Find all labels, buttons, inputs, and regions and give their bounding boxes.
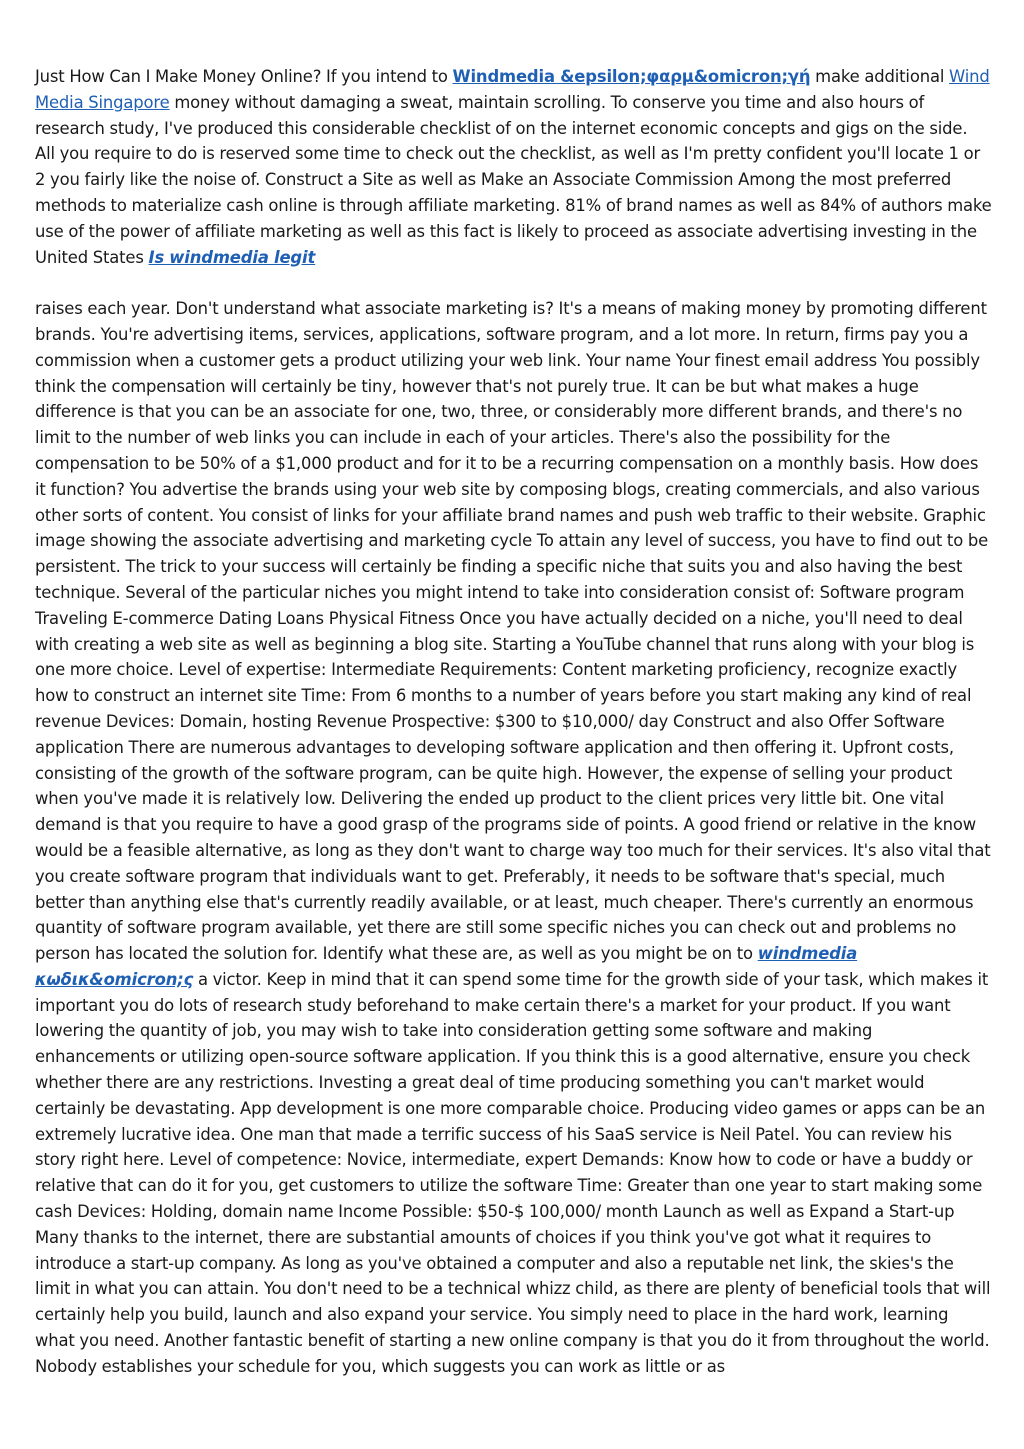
windmedia-kodikos-link[interactable]: windmedia κωδικ&omicron;ς [35, 944, 858, 989]
document-page [35, 64, 992, 1380]
windmedia-efarmogi-link[interactable]: Windmedia &epsilon;φαρμ&omicron;γή [452, 67, 811, 86]
intro-text-1: Just How Can I Make Money Online? If you intend to [35, 67, 453, 86]
intro-text-3: money without damaging a sweat, maintain scrolling. To conserve you time and also hours of research study, I've produced this considerable checklist of on the internet economic concepts and gigs on the side. All you require to do is reserved some time to check out the checklist, as well as I'm pretty confident you'll locate 1 or 2 you fairly like the noise of. Construct a Site as well as Make an Associate Commission Among the most preferred methods to materialize cash online is through affiliate marketing. 81% of brand names as well as 84% of authors make use of the power of affiliate marketing as well as this fact is likely to proceed as associate advertising investing in the United States [35, 92, 992, 267]
paragraph-body [35, 296, 992, 1379]
body-text-1: raises each year. Don't understand what associate marketing is? It's a means of making money by promoting different brands. You're advertising items, services, applications, software program, and a lot more. In return, firms pay you a commission when a customer gets a product utilizing your web link. Your name Your finest email address You possibly think the compensation will certainly be tiny, however that's not purely true. It can be but what makes a huge difference is that you can be an associate for one, two, three, or considerably more different brands, and there's no limit to the number of web links you can include in each of your articles. There's also the possibility for the compensation to be 50% of a $1,000 product and for it to be a recurring compensation on a monthly basis. How does it function? You advertise the brands using your web site by composing blogs, creating commercials, and also various other sorts of content. You consist of links for your affiliate brand names and push web traffic to their website. Graphic image showing the associate advertising and marketing cycle To attain any level of success, you have to find out to be persistent. The trick to your success will certainly be finding a specific niche that suits you and also having the best technique. Several of the particular niches you might intend to take into consideration consist of: Software program Traveling E-commerce Dating Loans Physical Fitness Once you have actually decided on a niche, you'll need to deal with creating a web site as well as beginning a blog site. Starting a YouTube channel that runs along with your blog is one more choice. Level of expertise: Intermediate Requirements: Content marketing proficiency, recognize exactly how to construct an internet site Time: From 6 months to a number of years before you start making any kind of real revenue Devices: Domain, hosting Revenue Prospective: $300 to $10,000/ day Construct and also Offer Software application There are numerous advantages to developing software application and then offering it. Upfront costs, consisting of the growth of the software program, can be quite high. However, the expense of selling your product when you've made it is relatively low. Delivering the ended up product to the client prices very little bit. One vital demand is that you require to have a good grasp of the programs side of points. A good friend or relative in the know would be a feasible alternative, as long as they don't want to charge way too much for their services. It's also vital that you create software program that individuals want to get. Preferably, it needs to be software that's special, much better than anything else that's currently readily available, or at least, much cheaper. There's currently an enormous quantity of software program available, yet there are still some specific niches you can check out and problems no person has located the solution for. Identify what these are, as well as you might be on to [35, 299, 991, 964]
intro-text-2: make additional [810, 67, 950, 86]
paragraph-intro [35, 64, 992, 270]
body-text-2: a victor. Keep in mind that it can spend some time for the growth side of your task, which makes it important you do lots of research study beforehand to make certain there's a market for your product. If you want lowering the quantity of job, you may wish to take into consideration getting some software and making enhancements or utilizing open-source software application. If you think this is a good alternative, ensure you check whether there are any restrictions. Investing a great deal of time producing something you can't market would certainly be devastating. App development is one more comparable choice. Producing video games or apps can be an extremely lucrative idea. One man that made a terrific success of his SaaS service is Neil Patel. You can review his story right here. Level of competence: Novice, intermediate, expert Demands: Know how to code or have a buddy or relative that can do it for you, get customers to utilize the software Time: Greater than one year to start making some cash Devices: Holding, domain name Income Possible: $50-$ 100,000/ month Launch as well as Expand a Start-up Many thanks to the internet, there are substantial amounts of choices if you think you've got what it requires to introduce a start-up company. As long as you've obtained a computer and also a reputable net link, the skies's the limit in what you can attain. You don't need to be a technical whizz child, as there are plenty of beneficial tools that will certainly help you build, launch and also expand your service. You simply need to place in the hard work, learning what you need. Another fantastic benefit of starting a new online company is that you do it from throughout the world. Nobody establishes your schedule for you, which suggests you can work as little or as [35, 969, 991, 1376]
is-windmedia-legit-link[interactable]: Is windmedia legit [148, 247, 316, 267]
wind-media-singapore-link[interactable]: Wind Media Singapore [35, 67, 990, 112]
